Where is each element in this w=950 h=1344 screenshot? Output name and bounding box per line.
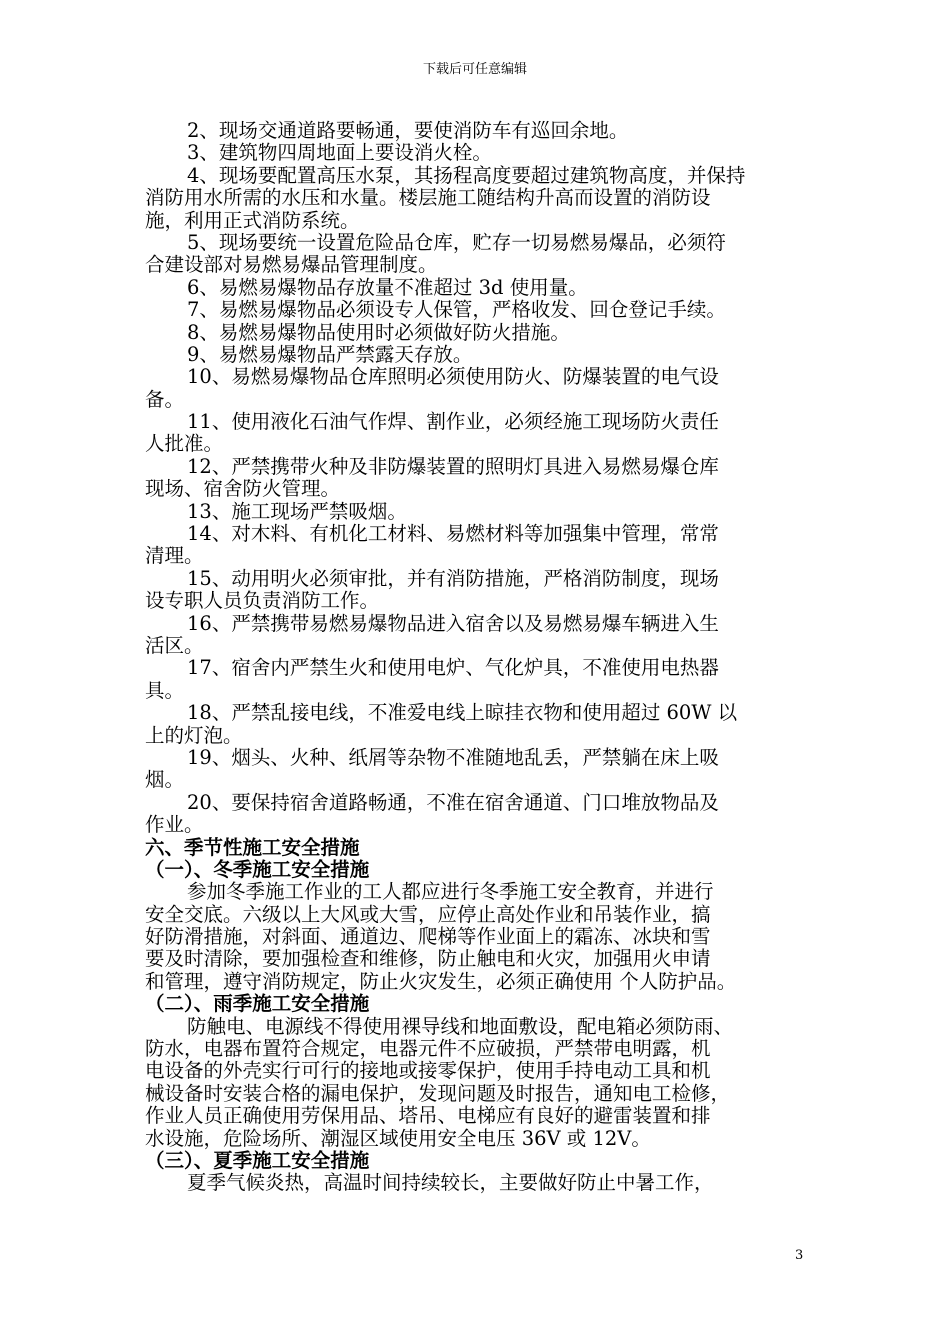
text-line: 安全交底。六级以上大风或大雪，应停止高处作业和吊装作业，搞 xyxy=(145,902,711,926)
page-header: 下载后可任意编辑 xyxy=(422,62,527,77)
text-line: 现场、宿舍防火管理。 xyxy=(145,477,341,501)
text-line: 上的灯泡。 xyxy=(145,723,243,747)
text-line: 11、使用液化石油气作焊、割作业，必须经施工现场防火责任 xyxy=(187,410,719,434)
text-line: 20、要保持宿舍道路畅通，不准在宿舍通道、门口堆放物品及 xyxy=(187,790,719,814)
text-line: 设专职人员负责消防工作。 xyxy=(145,589,380,613)
text-line: 16、严禁携带易燃易爆物品进入宿舍以及易燃易爆车辆进入生 xyxy=(187,611,719,635)
text-line: 3、建筑物四周地面上要设消火栓。 xyxy=(187,141,492,165)
text-line: 烟。 xyxy=(145,768,185,792)
text-line: 防水，电器布置符合规定，电器元件不应破损，严禁带电明露，机 xyxy=(145,1037,711,1061)
text-line: 具。 xyxy=(145,678,185,702)
text-line: 2、现场交通道路要畅通，要使消防车有巡回余地。 xyxy=(187,119,629,142)
text-line: 消防用水所需的水压和水量。楼层施工随结构升高而设置的消防设 xyxy=(145,186,711,210)
text-line: 作业。 xyxy=(145,813,204,837)
text-line: 18、严禁乱接电线，不准爱电线上晾挂衣物和使用超过 60W 以 xyxy=(187,701,738,725)
text-line: 参加冬季施工作业的工人都应进行冬季施工安全教育，并进行 xyxy=(187,880,714,904)
section-heading: （一）、冬季施工安全措施 xyxy=(145,857,370,881)
text-line: 10、易燃易爆物品仓库照明必须使用防火、防爆装置的电气设 xyxy=(187,365,719,389)
text-line: 19、烟头、火种、纸屑等杂物不准随地乱丢，严禁躺在床上吸 xyxy=(187,745,719,769)
text-line: 人批准。 xyxy=(145,432,224,456)
text-line: 要及时清除，要加强检查和维修，防止触电和火灾，加强用火申请 xyxy=(145,947,711,971)
text-line: 14、对木料、有机化工材料、易燃材料等加强集中管理，常常 xyxy=(187,522,719,546)
text-line: 17、宿舍内严禁生火和使用电炉、气化炉具，不准使用电热器 xyxy=(187,656,719,680)
text-line: 9、易燃易爆物品严禁露天存放。 xyxy=(187,342,473,366)
text-line: 水设施，危险场所、潮湿区域使用安全电压 36V 或 12V。 xyxy=(145,1126,651,1150)
text-line: 电设备的外壳实行可行的接地或接零保护，使用手持电动工具和机 xyxy=(145,1059,711,1083)
text-line: 清理。 xyxy=(145,544,204,568)
text-line: 活区。 xyxy=(145,633,204,657)
section-heading: （二）、雨季施工安全措施 xyxy=(145,992,370,1016)
text-line: 5、现场要统一设置危险品仓库，贮存一切易燃易爆品，必须符 xyxy=(187,230,726,254)
document-body xyxy=(145,120,815,1195)
text-line: 15、动用明火必须审批，并有消防措施，严格消防制度，现场 xyxy=(187,566,719,590)
text-line: 械设备时安装合格的漏电保护，发现问题及时报告，通知电工检修， xyxy=(145,1081,731,1105)
text-line: 7、易燃易爆物品必须设专人保管，严格收发、回仓登记手续。 xyxy=(187,298,726,322)
text-line: 合建设部对易燃易爆品管理制度。 xyxy=(145,253,438,277)
text-line: 12、严禁携带火种及非防爆装置的照明灯具进入易燃易爆仓库 xyxy=(187,454,719,478)
text-line: 作业人员正确使用劳保用品、塔吊、电梯应有良好的避雷装置和排 xyxy=(145,1104,711,1128)
section-heading: 六、季节性施工安全措施 xyxy=(145,835,360,859)
text-line: 13、施工现场严禁吸烟。 xyxy=(187,499,407,523)
page-number: 3 xyxy=(795,1248,804,1263)
section-heading: （三）、夏季施工安全措施 xyxy=(145,1148,370,1172)
text-line: 施，利用正式消防系统。 xyxy=(145,208,360,232)
text-line: 8、易燃易爆物品使用时必须做好防火措施。 xyxy=(187,320,570,344)
text-line: 夏季气候炎热，高温时间持续较长，主要做好防止中暑工作， xyxy=(187,1171,714,1195)
text-line: 6、易燃易爆物品存放量不准超过 3d 使用量。 xyxy=(187,275,588,299)
text-line: 和管理，遵守消防规定，防止火灾发生，必须正确使用 个人防护品。 xyxy=(145,969,737,993)
text-line: 备。 xyxy=(145,387,185,411)
text-line: 好防滑措施，对斜面、通道边、爬梯等作业面上的霜冻、冰块和雪 xyxy=(145,925,711,949)
text-line: 4、现场要配置高压水泵，其扬程高度要超过建筑物高度，并保持 xyxy=(187,163,746,187)
text-line: 防触电、电源线不得使用裸导线和地面敷设，配电箱必须防雨、 xyxy=(187,1014,734,1038)
